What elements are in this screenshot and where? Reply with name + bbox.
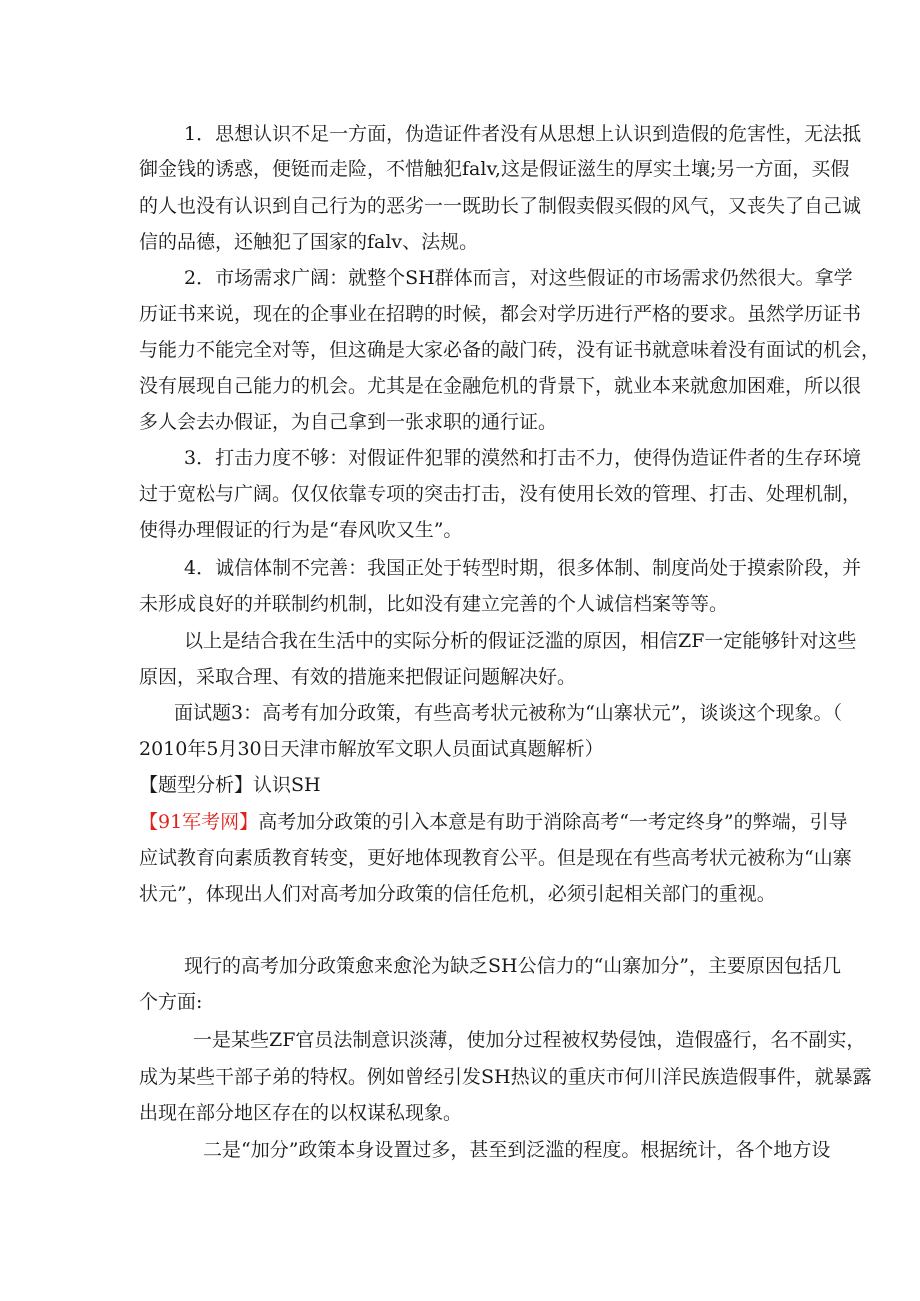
question-type-analysis: 【题型分析】认识SH [139,774,321,796]
question-3-line-1: 面试题3：高考有加分政策，有些高考状元被称为“山寨状元”，谈谈这个现象。（ [174,702,843,724]
paragraph-8-line-3: 出现在部分地区存在的以权谋私现象。 [139,1102,463,1124]
paragraph-9-line-1: 二是“加分”政策本身设置过多，甚至到泛滥的程度。根据统计，各个地方设 [203,1139,831,1161]
paragraph-8-line-1: 一是某些ZF官员法制意识淡薄，使加分过程被权势侵蚀，造假盛行，名不副实， [193,1029,866,1051]
answer-line-3: 状元”，体现出人们对高考加分政策的信任危机，必须引起相关部门的重视。 [139,883,776,905]
paragraph-1-line-1: 1．思想认识不足一方面，伪造证件者没有从思想上认识到造假的危害性，无法抵 [184,123,862,145]
paragraph-1-line-4: 信的品德，还触犯了国家的falv、法规。 [139,231,479,253]
paragraph-7-line-1: 现行的高考加分政策愈来愈沦为缺乏SH公信力的“山寨加分”，主要原因包括几 [184,955,842,977]
paragraph-3-line-1: 3．打击力度不够：对假证件犯罪的漠然和打击不力，使得伪造证件者的生存环境 [184,447,862,469]
paragraph-5-line-2: 原因，采取合理、有效的措施来把假证问题解决好。 [139,666,577,688]
paragraph-2-line-3: 与能力不能完全对等，但这确是大家必备的敲门砖，没有证书就意味着没有面试的机会， [139,339,881,361]
paragraph-2-line-5: 多人会去办假证，为自己拿到一张求职的通行证。 [139,411,558,433]
paragraph-2-line-2: 历证书来说，现在的企事业在招聘的时候，都会对学历进行严格的要求。虽然学历证书 [139,303,862,325]
paragraph-3-line-3: 使得办理假证的行为是“春风吹又生”。 [139,519,463,541]
answer-line-1-text: 高考加分政策的引入本意是有助于消除高考“一考定终身”的弊端，引导 [258,811,848,833]
paragraph-2-line-1: 2．市场需求广阔：就整个SH群体而言，对这些假证的市场需求仍然很大。拿学 [184,267,853,289]
answer-line-2: 应试教育向素质教育转变，更好地体现教育公平。但是现在有些高考状元被称为“山寨 [139,847,852,869]
paragraph-5-line-1: 以上是结合我在生活中的实际分析的假证泛滥的原因，相信ZF一定能够针对这些 [184,630,857,652]
paragraph-4-line-1: 4．诚信体制不完善：我国正处于转型时期，很多体制、制度尚处于摸索阶段，并 [184,557,862,579]
question-3-line-2: 2010年5月30日天津市解放军文职人员面试真题解析） [139,738,604,760]
paragraph-4-line-2: 未形成良好的并联制约机制，比如没有建立完善的个人诚信档案等等。 [139,593,729,615]
paragraph-8-line-2: 成为某些干部子弟的特权。例如曾经引发SH热议的重庆市何川洋民族造假事件，就暴露 [139,1066,872,1088]
paragraph-1-line-2: 御金钱的诱惑，便铤而走险，不惜触犯falv,这是假证滋生的厚实土壤;另一方面，买假 [139,158,850,180]
paragraph-2-line-4: 没有展现自己能力的机会。尤其是在金融危机的背景下，就业本来就愈加困难，所以很 [139,375,862,397]
paragraph-7-line-2: 个方面: [139,991,203,1013]
source-tag: 【91军考网】 [139,811,259,833]
paragraph-3-line-2: 过于宽松与广阔。仅仅依靠专项的突击打击，没有使用长效的管理、打击、处理机制， [139,483,862,505]
paragraph-1-line-3: 的人也没有认识到自己行为的恶劣一一既助长了制假卖假买假的风气，又丧失了自己诚 [139,195,862,217]
answer-line-1 [139,806,848,838]
